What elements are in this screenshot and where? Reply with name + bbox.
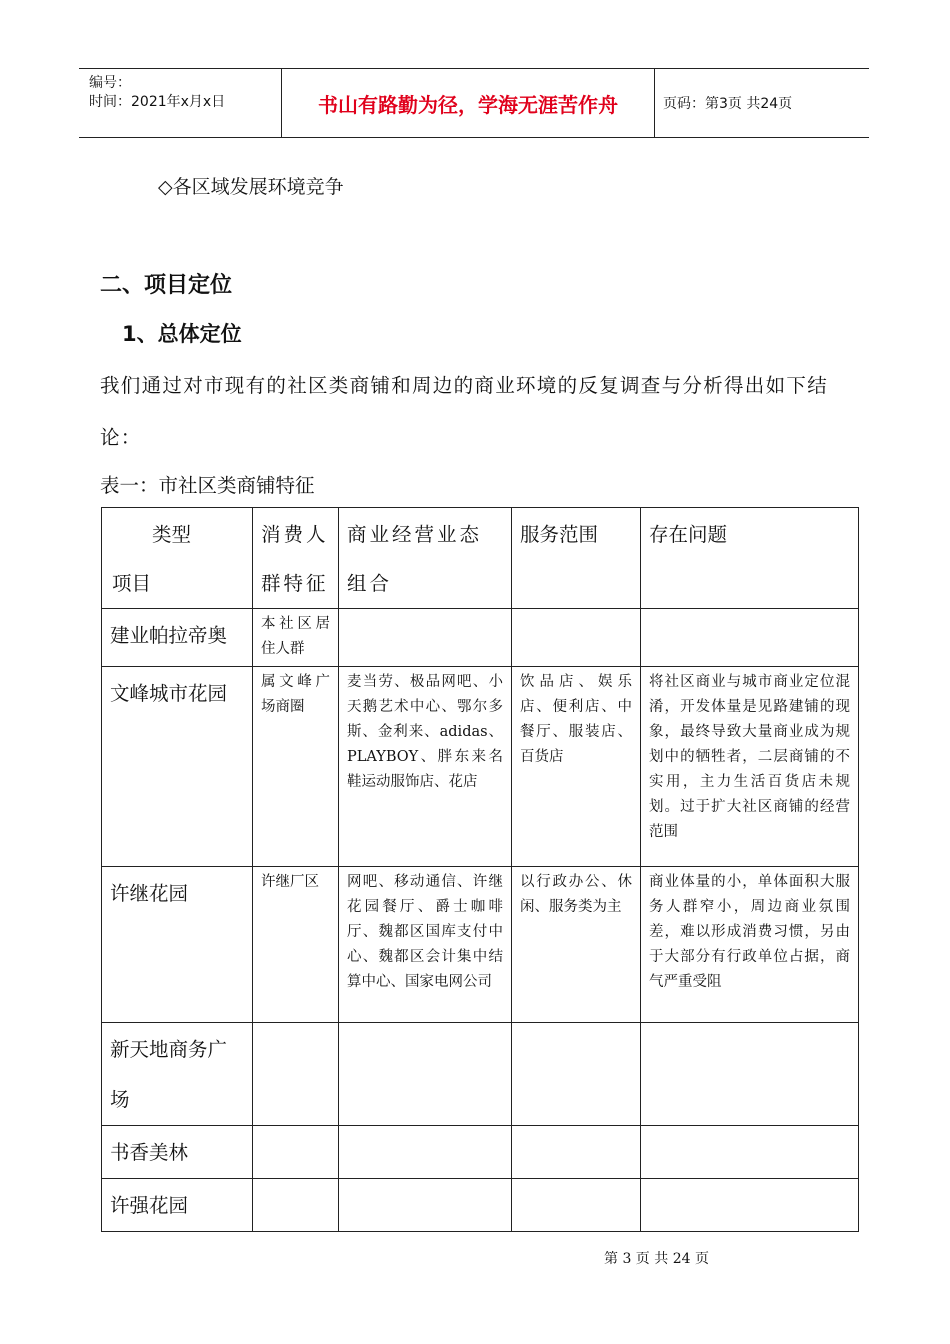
row-problems	[641, 609, 859, 667]
subsection-title: 1、总体定位	[122, 322, 242, 346]
footer-page-number: 第 3 页 共 24 页	[604, 1251, 709, 1267]
page-header	[79, 68, 869, 138]
row-name: 文峰城市花园	[102, 667, 253, 867]
header-cell-service: 服务范围	[512, 508, 641, 609]
table-row	[102, 867, 859, 1023]
row-service	[512, 1023, 641, 1126]
row-problems	[641, 1179, 859, 1232]
row-name: 建业帕拉帝奥	[102, 609, 253, 667]
row-name: 新天地商务广场	[102, 1023, 253, 1126]
header-page-info: 页码：第3页 共24页	[663, 96, 793, 112]
row-consumer: 本社区居住人群	[253, 609, 339, 667]
table-row	[102, 1179, 859, 1232]
row-consumer	[253, 1179, 339, 1232]
header-cell-problems: 存在问题	[641, 508, 859, 609]
table-caption: 表一：市社区类商铺特征	[100, 474, 315, 497]
row-service	[512, 1179, 641, 1232]
row-business	[339, 1126, 512, 1179]
header-motto: 书山有路勤为径，学海无涯苦作舟	[282, 69, 655, 137]
table-header-row	[102, 508, 859, 609]
row-problems	[641, 1126, 859, 1179]
header-cell-type	[102, 508, 253, 609]
row-consumer: 许继厂区	[253, 867, 339, 1023]
row-service	[512, 609, 641, 667]
row-problems: 商业体量的小，单体面积大服务人群窄小，周边商业氛围差，难以形成消费习惯，另由于大部分有行政单位占据，商气严重受阻	[641, 867, 859, 1023]
row-business	[339, 1023, 512, 1126]
row-business: 网吧、移动通信、许继花园餐厅、爵士咖啡厅、魏都区国库支付中心、魏都区会计集中结算中心、国家电网公司	[339, 867, 512, 1023]
community-shops-table	[101, 507, 859, 1232]
row-problems: 将社区商业与城市商业定位混淆，开发体量是见路建铺的现象，最终导致大量商业成为规划中的牺牲者，二层商铺的不实用，主力生活百货店未规划。过于扩大社区商铺的经营范围	[641, 667, 859, 867]
row-name: 书香美林	[102, 1126, 253, 1179]
header-type-label: 类型	[152, 523, 192, 546]
row-business: 麦当劳、极品网吧、小天鹅艺术中心、鄂尔多斯、金利来、adidas、PLAYBOY、胖东来名鞋运动服饰店、花店	[339, 667, 512, 867]
header-meta	[79, 69, 282, 137]
table-row	[102, 667, 859, 867]
row-consumer	[253, 1023, 339, 1126]
row-name: 许继花园	[102, 867, 253, 1023]
header-item-label: 项目	[112, 572, 152, 595]
row-name: 许强花园	[102, 1179, 253, 1232]
bullet-line: ◇各区域发展环境竞争	[158, 176, 344, 198]
row-service: 饮品店、娱乐店、便利店、中餐厅、服装店、百货店	[512, 667, 641, 867]
section-title: 二、项目定位	[100, 273, 233, 298]
table-row	[102, 609, 859, 667]
row-consumer	[253, 1126, 339, 1179]
row-business	[339, 1179, 512, 1232]
header-cell-business: 商业经营业态组合	[339, 508, 512, 609]
number-label: 编号：	[89, 75, 131, 91]
row-consumer: 属文峰广场商圈	[253, 667, 339, 867]
date-label: 时间：2021年x月x日	[89, 94, 226, 110]
header-cell-consumer: 消费人群特征	[253, 508, 339, 609]
table-row	[102, 1126, 859, 1179]
body-paragraph: 我们通过对市现有的社区类商铺和周边的商业环境的反复调查与分析得出如下结论：	[100, 374, 829, 449]
row-service	[512, 1126, 641, 1179]
table-row	[102, 1023, 859, 1126]
row-problems	[641, 1023, 859, 1126]
row-business	[339, 609, 512, 667]
row-service: 以行政办公、休闲、服务类为主	[512, 867, 641, 1023]
